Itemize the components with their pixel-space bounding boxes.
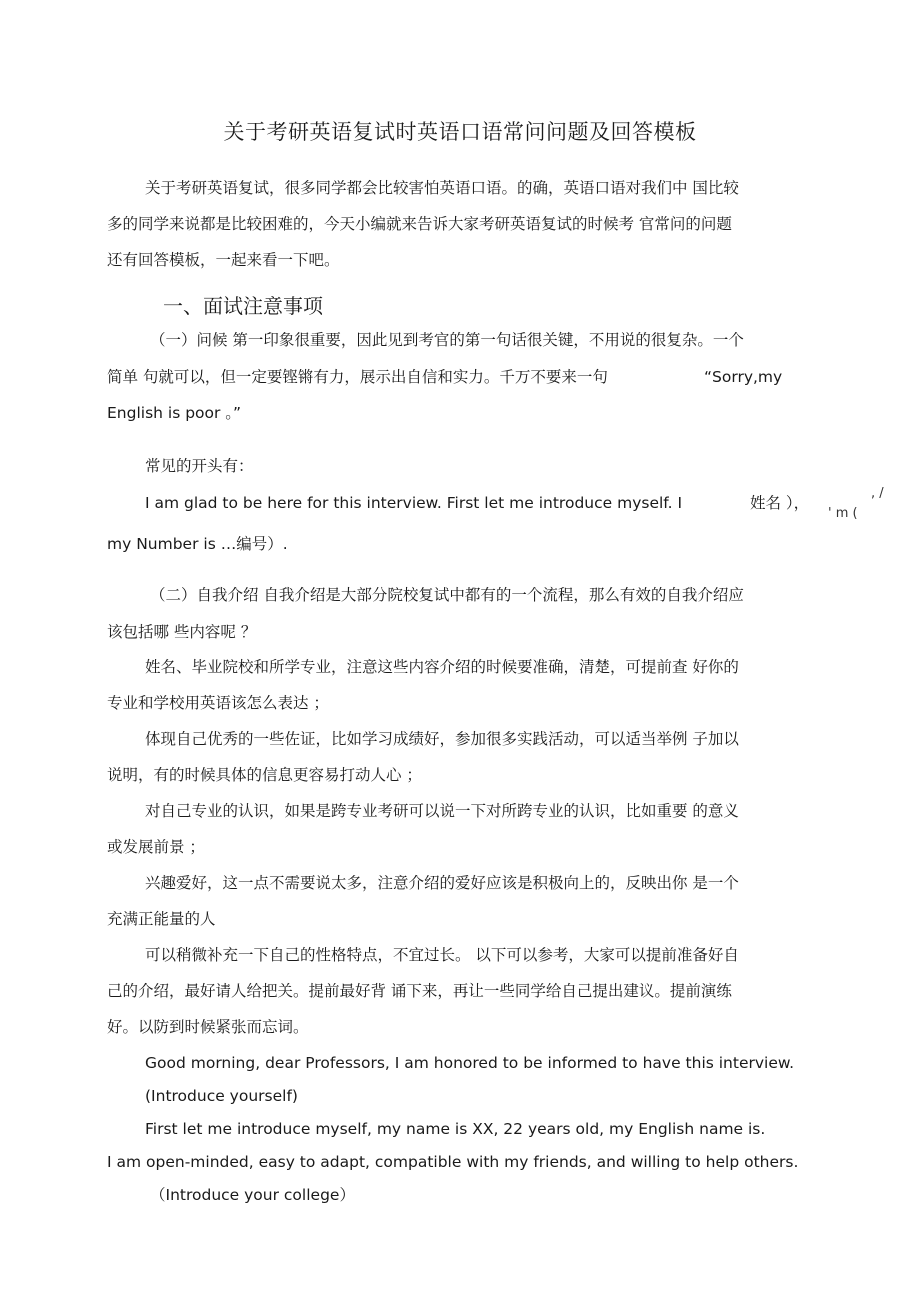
self-intro-line-9: 兴趣爱好，这一点不需要说太多，注意介绍的爱好应该是积极向上的，反映出你 是一个 [145,874,739,892]
example-line-4: I am open-minded, easy to adapt, compatible with my friends, and willing to help others. [107,1153,799,1171]
example-line-2: (Introduce yourself) [145,1087,298,1105]
self-intro-line-13: 好。以防到时候紧张而忘词。 [107,1018,309,1036]
self-intro-line-6: 说明，有的时候具体的信息更容易打动人心 ； [107,766,422,784]
opening-name-placeholder: 姓名 ）， [750,494,810,512]
example-line-1: Good morning, dear Professors, I am honored to be informed to have this interview. [145,1054,795,1072]
self-intro-line-10: 充满正能量的人 [107,910,216,928]
opening-line-1: I am glad to be here for this interview. First let me introduce myself. I [145,494,683,512]
example-line-3: First let me introduce myself, my name is XX, 22 years old, my English name is. [145,1120,766,1138]
common-openings-label: 常见的开头有： [145,457,254,475]
opening-line-2: my Number is …编号）. [107,535,288,553]
self-intro-line-1: （二）自我介绍 自我介绍是大部分院校复试中都有的一个流程，那么有效的自我介绍应 [150,586,744,604]
self-intro-line-11: 可以稍微补充一下自己的性格特点，不宜过长。 以下可以参考，大家可以提前准备好自 [145,946,739,964]
section-heading: 一、面试注意事项 [163,294,323,318]
intro-line-1: 关于考研英语复试，很多同学都会比较害怕英语口语。的确，英语口语对我们中 国比较 [145,179,739,197]
stray-mark-1: , / [871,486,884,501]
greeting-quote: “Sorry,my [704,368,783,386]
self-intro-line-5: 体现自己优秀的一些佐证，比如学习成绩好，参加很多实践活动，可以适当举例 子加以 [145,730,739,748]
self-intro-line-8: 或发展前景 ； [107,838,205,856]
document-title: 关于考研英语复试时英语口语常问问题及回答模板 [223,120,697,144]
greeting-line-2: 简单 句就可以，但一定要铿锵有力，展示出自信和实力。千万不要来一句 [107,368,608,386]
self-intro-line-3: 姓名、毕业院校和所学专业，注意这些内容介绍的时候要准确，清楚，可提前查 好你的 [145,658,739,676]
greeting-line-3: English is poor 。” [107,404,242,422]
stray-mark-2: ' m ( [828,506,858,521]
intro-line-2: 多的同学来说都是比较困难的，今天小编就来告诉大家考研英语复试的时候考 官常问的问题 [107,215,732,233]
example-line-5: （Introduce your college） [150,1186,355,1204]
self-intro-line-4: 专业和学校用英语该怎么表达 ； [107,694,329,712]
self-intro-line-2: 该包括哪 些内容呢 ？ [107,623,257,641]
greeting-line-1: （一）问候 第一印象很重要，因此见到考官的第一句话很关键，不用说的很复杂。一个 [150,331,744,349]
self-intro-line-7: 对自己专业的认识，如果是跨专业考研可以说一下对所跨专业的认识，比如重要 的意义 [145,802,739,820]
self-intro-line-12: 己的介绍，最好请人给把关。提前最好背 诵下来，再让一些同学给自己提出建议。提前演练 [107,982,732,1000]
intro-line-3: 还有回答模板，一起来看一下吧。 [107,251,340,269]
